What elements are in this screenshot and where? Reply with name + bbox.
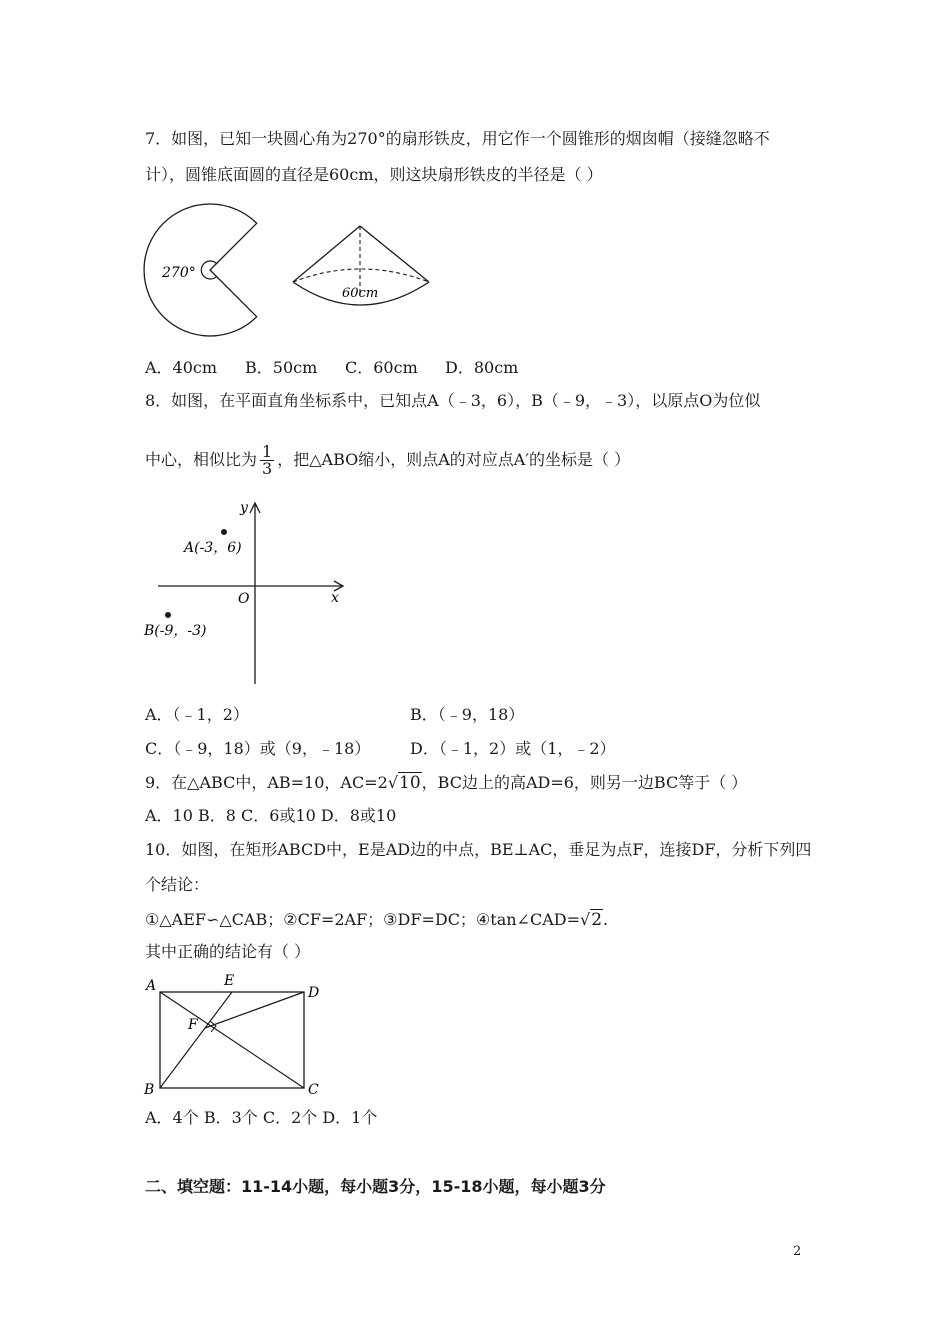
section-2-heading: 二、填空题：11-14小题，每小题3分，15-18小题，每小题3分 [145,1177,606,1196]
vertex-a-label: A [146,978,157,994]
page-number: 2 [793,1244,802,1259]
q8-option-b: B．（﹣9，18） [410,705,525,724]
q9-stem-post: ，BC边上的高AD=6，则另一边BC等于（ ） [421,773,748,792]
sector-angle-label: 270° [162,265,196,281]
q7-figure [138,198,438,338]
q7-option-d: D．80cm [445,358,519,377]
point-b [165,612,171,618]
q10-stem-line1: 10．如图，在矩形ABCD中，E是AD边的中点，BE⊥AC，垂足为点F，连接DF，分析下列四 [145,840,812,859]
q7-option-a: A．40cm [145,358,218,377]
q10-conclusions [145,909,608,931]
sector-shape [144,204,257,336]
q10-conclusions-pre: ①△AEF∽△CAB；②CF=2AF；③DF=DC；④tan∠CAD= [145,910,580,929]
segment-df [205,992,304,1028]
q8-option-c: C．（﹣9，18）或（9，﹣18） [145,739,371,758]
q10-rectangle-figure [138,970,338,1100]
q10-conclusions-post: . [603,910,609,929]
point-a-label: A(-3，6) [184,540,242,556]
q8-option-d: D．（﹣1，2）或（1，﹣2） [410,739,616,758]
diagonal-ac [160,992,304,1088]
q10-stem-line4: 其中正确的结论有（ ） [145,942,311,961]
ratio-fraction [260,444,274,477]
q9-stem-pre: 9．在△ABC中，AB=10，AC=2 [145,773,388,792]
point-e-label: E [224,973,235,989]
q9-options: A．10 B．8 C．6或10 D．8或10 [145,806,397,825]
vertex-b-label: B [144,1082,155,1098]
q8-stem-line2 [145,444,630,477]
q7-option-b: B．50cm [245,358,318,377]
sqrt-10-radicand: 10 [399,773,421,793]
q7-stem-line2: 计），圆锥底面圆的直径是60cm，则这块扇形铁皮的半径是（ ） [145,165,603,184]
sqrt-2: √2 [580,910,603,930]
y-axis-label: y [240,500,248,516]
sqrt-2-radicand: 2 [591,910,603,930]
fraction-numerator: 1 [262,442,273,461]
q10-stem-line2: 个结论： [145,875,210,894]
x-axis-label: x [331,590,339,606]
segment-be [160,992,232,1088]
cone-diameter-label: 60cm [342,286,379,301]
q8-option-a: A．（﹣1，2） [145,705,249,724]
vertex-d-label: D [308,985,320,1001]
q9-stem [145,772,747,794]
q8-stem-line1: 8．如图，在平面直角坐标系中，已知点A（﹣3，6），B（﹣9，﹣3），以原点O为位似 [145,391,761,410]
cone-base-back [293,269,429,282]
point-f-label: F [188,1017,198,1033]
point-a [221,529,227,535]
point-b-label: B(-9，-3) [144,623,207,639]
q8-coordinate-figure [138,496,358,688]
sqrt-10: √10 [387,773,421,793]
origin-label: O [238,591,250,607]
fraction-denominator: 3 [262,459,273,478]
cone-right-edge [360,226,429,282]
q7-stem-line1: 7．如图，已知一块圆心角为270°的扇形铁皮，用它作一个圆锥形的烟囱帽（接缝忽略不 [145,129,770,148]
cone-left-edge [293,226,360,282]
q10-options: A．4个 B．3个 C．2个 D．1个 [145,1108,378,1127]
q8-stem-line2-post: ，把△ABO缩小，则点A的对应点A′的坐标是（ ） [277,450,631,469]
vertex-c-label: C [308,1082,319,1098]
q8-stem-line2-pre: 中心，相似比为 [145,450,258,469]
q7-option-c: C．60cm [345,358,418,377]
